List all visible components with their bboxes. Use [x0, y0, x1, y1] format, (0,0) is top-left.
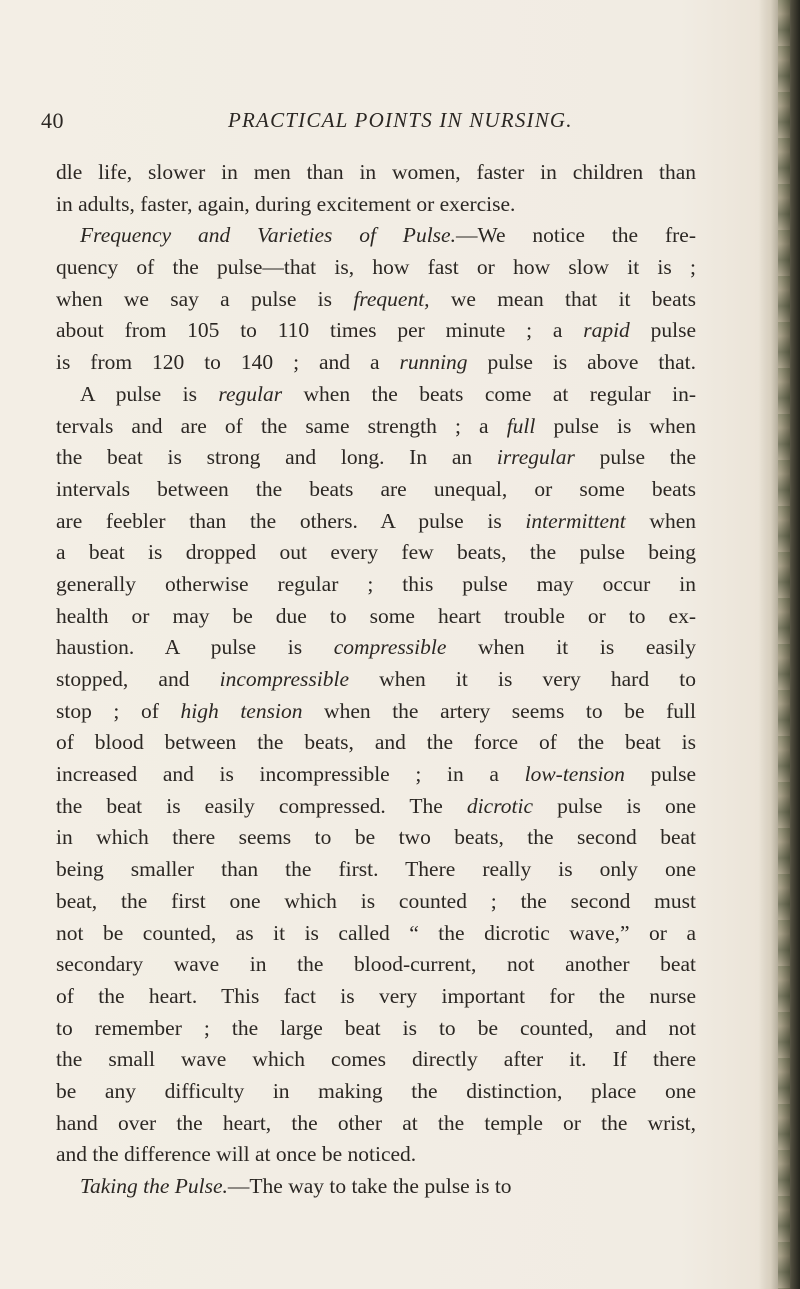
text-segment: we mean that it beats — [429, 286, 696, 311]
text-segment: when — [625, 508, 696, 533]
text-segment: and the difference will at once be noticed. — [56, 1142, 417, 1167]
text-line — [56, 949, 696, 981]
text-segment: generally otherwise regular ; this pulse may occur in — [56, 571, 696, 596]
text-segment: stop ; of — [56, 698, 181, 723]
text-segment: A pulse is — [80, 381, 219, 406]
text-line — [56, 981, 696, 1013]
text-segment: being smaller than the first. There really is only one — [56, 857, 696, 882]
text-segment: pulse — [629, 318, 696, 343]
text-segment: when we say a pulse is — [56, 286, 354, 311]
text-line — [56, 220, 696, 252]
text-segment: to remember ; the large beat is to be counted, and not — [56, 1015, 696, 1040]
text-line — [56, 1171, 696, 1203]
italic-term: irregular — [496, 445, 575, 470]
text-line — [56, 284, 696, 316]
italic-term: running — [399, 350, 468, 375]
text-line — [56, 569, 696, 601]
text-segment: quency of the pulse—that is, how fast or how slow it is ; — [56, 255, 696, 280]
text-line — [56, 315, 696, 347]
italic-term: full — [506, 413, 536, 438]
text-line — [56, 1013, 696, 1045]
text-segment: about from 105 to 110 times per minute ; a — [56, 318, 584, 343]
text-segment: pulse is one — [533, 793, 696, 818]
page-number: 40 — [41, 108, 64, 133]
text-line — [56, 506, 696, 538]
text-line — [56, 759, 696, 791]
text-segment: pulse is above that. — [467, 350, 696, 375]
text-line — [56, 791, 696, 823]
italic-term: Taking the Pulse. — [80, 1174, 228, 1198]
text-segment: the small wave which comes directly after it. If there — [56, 1047, 696, 1072]
text-segment: intervals between the beats are unequal, or some beats — [56, 476, 696, 501]
text-line — [56, 411, 696, 443]
text-line — [56, 1139, 696, 1171]
text-segment: the beat is easily compressed. The — [56, 793, 467, 818]
text-segment: in adults, faster, again, during excitement or exercise. — [56, 191, 516, 216]
italic-term: dicrotic — [466, 793, 533, 818]
text-segment: not be counted, as it is called “ the dicrotic wave,” or a — [56, 920, 696, 945]
text-segment: a beat is dropped out every few beats, the pulse being — [56, 540, 696, 565]
text-line — [56, 474, 696, 506]
text-segment: pulse the — [574, 445, 696, 470]
page-binding-edge — [758, 0, 800, 1289]
text-segment: stopped, and — [56, 667, 220, 691]
text-segment: dle life, slower in men than in women, faster in children than — [56, 160, 696, 184]
text-segment: beat, the first one which is counted ; the second must — [56, 888, 696, 913]
text-line — [56, 157, 696, 189]
text-segment: health or may be due to some heart trouble or to ex- — [56, 603, 696, 628]
text-line — [56, 696, 696, 728]
text-line — [56, 379, 696, 411]
text-line — [56, 632, 696, 664]
text-segment: when it is very hard to — [349, 667, 696, 691]
text-line — [56, 727, 696, 759]
italic-term: low-tension — [524, 762, 625, 787]
text-line — [56, 886, 696, 918]
italic-term: intermittent — [525, 508, 626, 533]
text-segment: pulse — [624, 762, 696, 787]
text-segment: —The way to take the pulse is to — [227, 1174, 512, 1198]
text-line — [56, 601, 696, 633]
text-line — [56, 347, 696, 379]
italic-term: regular — [218, 381, 283, 406]
text-segment: increased and is incompressible ; in a — [56, 762, 525, 787]
page-header — [0, 108, 800, 138]
text-segment: in which there seems to be two beats, the second beat — [56, 825, 696, 850]
italic-term: frequent, — [353, 286, 430, 311]
text-segment: when the artery seems to be full — [302, 698, 696, 723]
text-segment: tervals and are of the same strength ; a — [56, 413, 507, 438]
text-line — [56, 822, 696, 854]
italic-term: rapid — [583, 318, 630, 343]
body-text — [56, 157, 696, 1203]
italic-term: high tension — [180, 698, 303, 723]
italic-term: compressible — [333, 635, 447, 660]
text-segment: secondary wave in the blood-current, not another beat — [56, 952, 696, 977]
italic-term: Frequency and Varieties of Pulse. — [80, 223, 456, 248]
text-segment: of the heart. This fact is very important for the nurse — [56, 983, 696, 1008]
text-segment: the beat is strong and long. In an — [56, 445, 497, 470]
text-line — [56, 918, 696, 950]
text-line — [56, 854, 696, 886]
text-line — [56, 537, 696, 569]
text-segment: of blood between the beats, and the force of the beat is — [56, 730, 696, 755]
text-segment: when the beats come at regular in- — [282, 381, 696, 406]
text-segment: haustion. A pulse is — [56, 635, 334, 660]
text-line — [56, 1108, 696, 1140]
italic-term: incompressible — [219, 667, 350, 691]
text-segment: are feebler than the others. A pulse is — [56, 508, 526, 533]
text-line — [56, 189, 696, 221]
text-line — [56, 664, 696, 696]
text-segment: be any difficulty in making the distinction, place one — [56, 1078, 696, 1103]
text-segment: hand over the heart, the other at the temple or the wrist, — [56, 1110, 696, 1135]
text-line — [56, 252, 696, 284]
text-line — [56, 1076, 696, 1108]
text-segment: is from 120 to 140 ; and a — [56, 350, 400, 375]
text-line — [56, 1044, 696, 1076]
running-head: PRACTICAL POINTS IN NURSING. — [228, 108, 573, 132]
text-line — [56, 442, 696, 474]
text-segment: when it is easily — [446, 635, 696, 660]
text-segment: pulse is when — [535, 413, 696, 438]
text-segment: —We notice the fre- — [455, 223, 696, 248]
